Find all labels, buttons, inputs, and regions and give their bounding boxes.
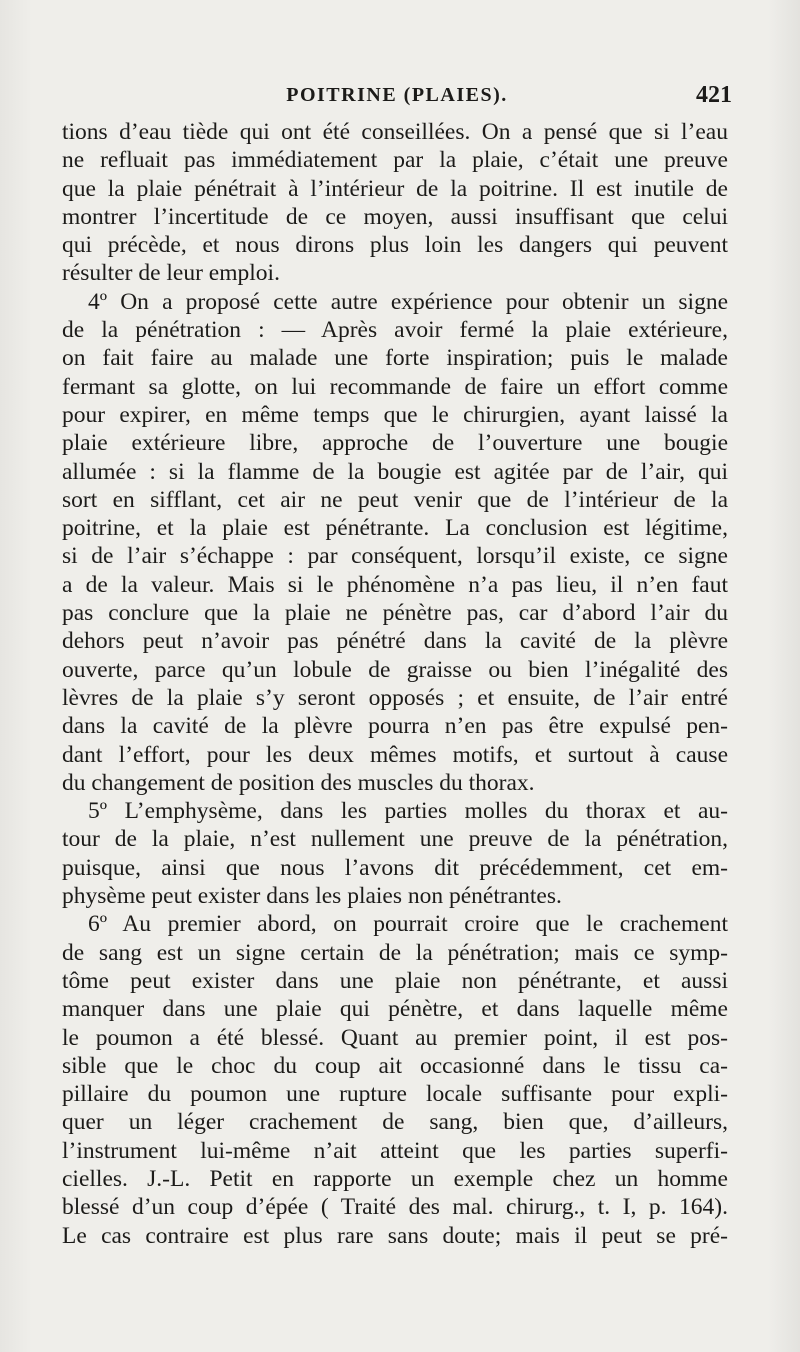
text-line: pour expirer, en même temps que le chirurgien, ayant laissé la — [62, 401, 728, 428]
text-line: tions d’eau tiède qui ont été conseillées. On a pensé que si l’eau — [62, 119, 728, 145]
text-line: pillaire du poumon une rupture locale suffisante pour expli- — [62, 1081, 728, 1108]
paragraph-start-line: 4º On a proposé cette autre expérience pour obtenir un signe — [88, 288, 728, 315]
text-line: tour de la plaie, n’est nullement une preuve de la pénétration, — [62, 826, 728, 853]
text-line: cielles. J.-L. Petit en rapporte un exemple chez un homme — [62, 1165, 728, 1192]
text-line: Le cas contraire est plus rare sans doute; mais il peut se pré- — [62, 1222, 728, 1249]
text-line: blessé d’un coup d’épée ( Traité des mal. chirurg., t. I, p. 164). — [62, 1194, 728, 1221]
text-line: ouverte, parce qu’un lobule de graisse ou bien l’inégalité des — [62, 656, 728, 683]
text-line: puisque, ainsi que nous l’avons dit précédemment, cet em- — [62, 854, 728, 881]
text-line: que la plaie pénétrait à l’intérieur de la poitrine. Il est inutile de — [62, 175, 728, 202]
text-line: manquer dans une plaie qui pénètre, et dans laquelle même — [62, 996, 728, 1023]
text-line: résulter de leur emploi. — [62, 260, 280, 287]
text-line: le poumon a été blessé. Quant au premier point, il est pos- — [62, 1024, 728, 1051]
text-line: allumée : si la flamme de la bougie est agitée par de l’air, qui — [62, 458, 728, 485]
page-number: 421 — [696, 82, 732, 108]
text-line: ne refluait pas immédiatement par la plaie, c’était une preuve — [62, 147, 728, 174]
text-line: de la pénétration : — Après avoir fermé la plaie extérieure, — [62, 317, 728, 344]
text-line: dans la cavité de la plèvre pourra n’en pas être expulsé pen- — [62, 713, 728, 740]
text-line: quer un léger crachement de sang, bien que, d’ailleurs, — [62, 1109, 728, 1136]
text-line: si de l’air s’échappe : par conséquent, lorsqu’il existe, ce signe — [62, 543, 728, 570]
text-line: poitrine, et la plaie est pénétrante. La conclusion est légitime, — [62, 515, 728, 542]
text-line: dant l’effort, pour les deux mêmes motifs, et surtout à cause — [62, 741, 728, 768]
text-line: l’instrument lui-même n’ait atteint que les parties superfi- — [62, 1137, 728, 1164]
page-header — [62, 84, 732, 118]
text-line: de sang est un signe certain de la pénétration; mais ce symp- — [62, 939, 728, 966]
body-text — [62, 118, 728, 1250]
text-line: plaie extérieure libre, approche de l’ouverture une bougie — [62, 430, 728, 457]
text-line: lèvres de la plaie s’y seront opposés ; et ensuite, de l’air entré — [62, 684, 728, 711]
text-line: pas conclure que la plaie ne pénètre pas, car d’abord l’air du — [62, 600, 728, 627]
text-line: physème peut exister dans les plaies non pénétrantes. — [62, 883, 562, 910]
text-line: sible que le choc du coup ait occasionné dans le tissu ca- — [62, 1052, 728, 1079]
paragraph-start-line: 5º L’emphysème, dans les parties molles du thorax et au- — [88, 798, 728, 825]
text-line: du changement de position des muscles du thorax. — [62, 769, 535, 796]
text-line: a de la valeur. Mais si le phénomène n’a pas lieu, il n’en faut — [62, 571, 728, 598]
text-line: montrer l’incertitude de ce moyen, aussi insuffisant que celui — [62, 203, 728, 230]
text-line: dehors peut n’avoir pas pénétré dans la cavité de la plèvre — [62, 628, 728, 655]
text-line: fermant sa glotte, on lui recommande de faire un effort comme — [62, 373, 728, 400]
paragraph-start-line: 6º Au premier abord, on pourrait croire que le crachement — [88, 911, 728, 938]
text-line: sort en sifflant, cet air ne peut venir que de l’intérieur de la — [62, 486, 728, 513]
text-line: on fait faire au malade une forte inspiration; puis le malade — [62, 345, 728, 372]
text-line: qui précède, et nous dirons plus loin les dangers qui peuvent — [62, 232, 728, 259]
running-head: POITRINE (PLAIES). — [286, 84, 508, 106]
text-line: tôme peut exister dans une plaie non pénétrante, et aussi — [62, 967, 728, 994]
